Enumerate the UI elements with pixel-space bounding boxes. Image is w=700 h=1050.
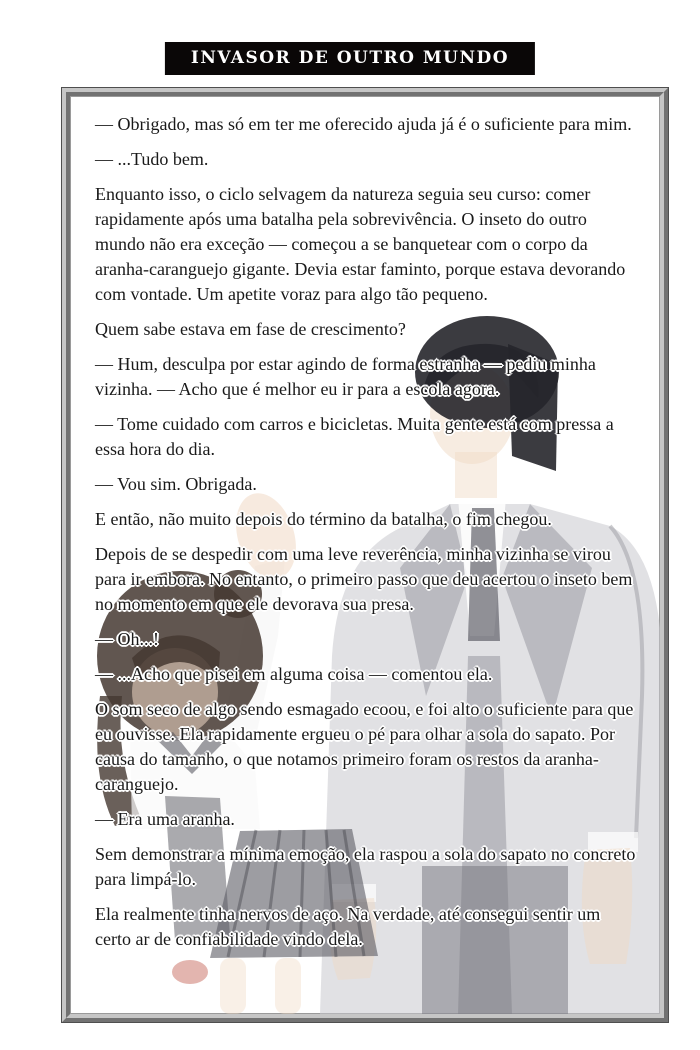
story-paragraph: — Vou sim. Obrigada. — [95, 474, 257, 494]
story-paragraph: Sem demonstrar a mínima emoção, ela raspou a sola do sapato no concreto para limpá-lo. — [95, 844, 636, 889]
story-paragraph: — ...Acho que pisei em alguma coisa — comentou ela. — [95, 664, 493, 684]
story-paragraph: Ela realmente tinha nervos de aço. Na verdade, até consegui sentir um certo ar de confiabilidade vindo dela. — [95, 904, 601, 949]
story-paragraph: — Tome cuidado com carros e bicicletas. Muita gente está com pressa a essa hora do dia. — [95, 414, 614, 459]
story-paragraph: — Oh...! — [95, 629, 159, 649]
story-paragraph: Enquanto isso, o ciclo selvagem da natureza seguia seu curso: comer rapidamente após uma batalha pela sobrevivência. O inseto do outro mundo não era exceção — começou a se banquetear com o corpo da aranha-caranguejo gigante. Devia estar faminto, porque estava devorando com vontade. Um apetite voraz para algo tão pequeno. — [95, 184, 626, 304]
story-paragraph: — Obrigado, mas só em ter me oferecido ajuda já é o suficiente para mim. — [95, 114, 632, 134]
story-paragraph: — ...Tudo bem. — [95, 149, 209, 169]
story-paragraph: — Era uma aranha. — [95, 809, 235, 829]
page-title: INVASOR DE OUTRO MUNDO — [190, 48, 510, 68]
story-paragraph: Depois de se despedir com uma leve reverência, minha vizinha se virou para ir embora. No entanto, o primeiro passo que deu acertou o inseto bem no momento em que ele devorava sua presa. — [95, 544, 633, 614]
story-paragraph: E então, não muito depois do término da batalha, o fim chegou. — [95, 509, 552, 529]
story-paragraph: — Hum, desculpa por estar agindo de forma estranha — pediu minha vizinha. — Acho que é melhor eu ir para a escola agora. — [95, 354, 596, 399]
story-paragraph: Quem sabe estava em fase de crescimento? — [95, 319, 406, 339]
story-paragraph: O som seco de algo sendo esmagado ecoou, e foi alto o suficiente para que eu ouvisse. Ela rapidamente ergueu o pé para olhar a sola do sapato. Por causa do tamanho, o que notamos primeiro foram os restos da aranha-caranguejo. — [95, 699, 634, 794]
title-banner — [165, 42, 535, 75]
content-frame — [62, 88, 668, 1022]
story-text — [70, 96, 660, 952]
